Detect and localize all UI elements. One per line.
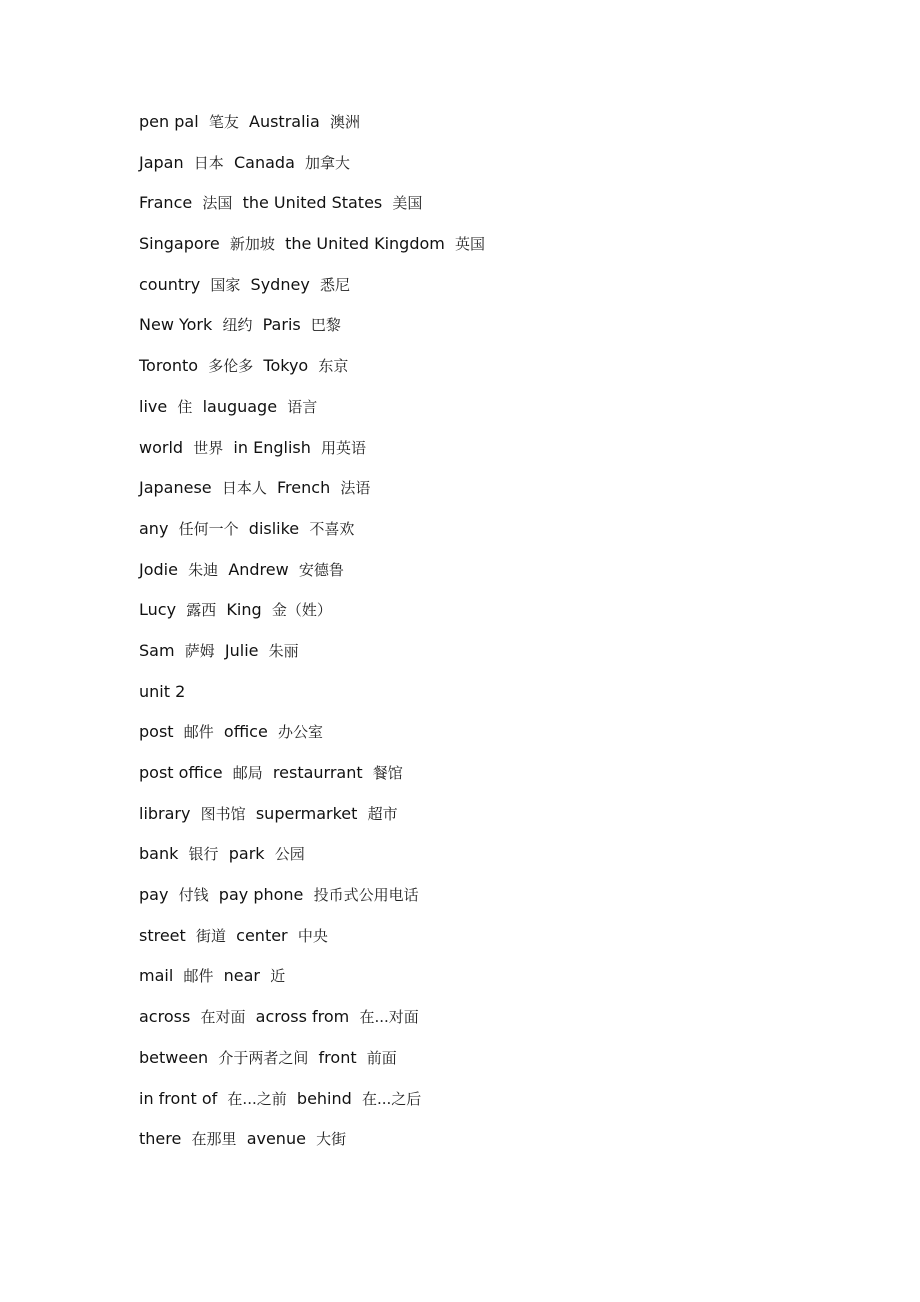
english-term: live	[139, 396, 168, 416]
chinese-meaning: 近	[270, 967, 286, 986]
english-term: in front of	[139, 1088, 218, 1108]
chinese-meaning: 朱丽	[268, 641, 299, 660]
vocabulary-line	[139, 188, 485, 229]
chinese-meaning: 超市	[367, 804, 398, 823]
chinese-meaning: 萨姆	[184, 641, 215, 660]
english-term: Sam	[139, 640, 175, 660]
english-term: supermarket	[255, 803, 358, 823]
english-term: Julie	[224, 640, 259, 660]
english-term: country	[139, 274, 201, 294]
chinese-meaning: 安德鲁	[298, 560, 344, 579]
english-term: Sydney	[250, 274, 310, 294]
chinese-meaning: 邮局	[232, 764, 263, 782]
chinese-meaning: 巴黎	[310, 316, 341, 335]
chinese-meaning: 大街	[316, 1130, 347, 1149]
chinese-meaning: 纽约	[222, 316, 253, 335]
english-term: park	[228, 844, 265, 864]
vocabulary-line	[139, 595, 485, 636]
vocabulary-line	[139, 717, 485, 758]
english-term: office	[223, 722, 268, 742]
english-term: restaurrant	[272, 763, 363, 782]
chinese-meaning: 公园	[274, 845, 305, 864]
english-term: post office	[139, 763, 223, 782]
vocabulary-line	[139, 392, 485, 433]
chinese-meaning: 在...之后	[361, 1089, 422, 1108]
vocabulary-line	[139, 1043, 485, 1084]
vocabulary-line	[139, 270, 485, 311]
chinese-meaning: 中央	[297, 926, 328, 945]
chinese-meaning: 在对面	[200, 1008, 246, 1027]
chinese-meaning: 在那里	[191, 1130, 237, 1149]
chinese-meaning: 图书馆	[200, 804, 246, 823]
english-term: the United Kingdom	[285, 234, 445, 254]
vocabulary-line	[139, 636, 485, 677]
chinese-meaning: 澳洲	[329, 113, 360, 131]
chinese-meaning: 付钱	[178, 886, 209, 905]
english-term: in English	[233, 437, 311, 457]
english-term: the United States	[242, 193, 383, 213]
english-term: street	[139, 925, 186, 945]
chinese-meaning: 法国	[202, 194, 233, 213]
chinese-meaning: 介于两者之间	[218, 1048, 309, 1067]
english-term: Japanese	[139, 478, 212, 498]
vocabulary-line	[139, 351, 485, 392]
vocabulary-line	[139, 921, 485, 962]
english-term: Lucy	[139, 600, 177, 620]
english-term: Paris	[262, 315, 301, 335]
chinese-meaning: 朱迪	[188, 560, 219, 579]
english-term: Australia	[249, 112, 320, 131]
english-term: Canada	[233, 152, 295, 172]
chinese-meaning: 笔友	[208, 113, 239, 131]
chinese-meaning: 日本人	[221, 479, 267, 498]
vocabulary-line	[139, 799, 485, 840]
vocabulary-list	[139, 107, 485, 1165]
chinese-meaning: 不喜欢	[309, 519, 355, 538]
vocabulary-line	[139, 880, 485, 921]
english-term: pay phone	[218, 885, 304, 905]
chinese-meaning: 英国	[455, 235, 486, 254]
vocabulary-line	[139, 839, 485, 880]
english-term: any	[139, 518, 169, 538]
chinese-meaning: 银行	[188, 845, 219, 864]
english-term: Andrew	[228, 559, 289, 579]
english-term: mail	[139, 966, 174, 986]
english-term: Tokyo	[263, 356, 309, 376]
english-term: behind	[296, 1088, 352, 1108]
vocabulary-line	[139, 229, 485, 270]
chinese-meaning: 餐馆	[372, 764, 403, 782]
english-term: France	[139, 193, 193, 213]
chinese-meaning: 前面	[366, 1048, 397, 1067]
english-term: New York	[139, 315, 213, 335]
english-term: King	[226, 600, 262, 620]
english-term: avenue	[246, 1129, 306, 1149]
english-term: front	[318, 1047, 357, 1067]
vocabulary-line	[139, 514, 485, 555]
vocabulary-line	[139, 555, 485, 596]
chinese-meaning: 金（姓）	[271, 601, 332, 620]
chinese-meaning: 加拿大	[305, 153, 351, 172]
chinese-meaning: 新加坡	[229, 235, 275, 254]
vocabulary-line	[139, 1124, 485, 1165]
english-term: unit 2	[139, 681, 186, 701]
english-term: center	[236, 925, 288, 945]
chinese-meaning: 多伦多	[208, 357, 254, 376]
vocabulary-line	[139, 1002, 485, 1043]
english-term: Singapore	[139, 234, 220, 254]
chinese-meaning: 办公室	[278, 723, 324, 742]
chinese-meaning: 在...之前	[227, 1089, 287, 1108]
chinese-meaning: 街道	[195, 926, 226, 945]
vocabulary-line	[139, 677, 485, 718]
english-term: Japan	[139, 152, 184, 172]
chinese-meaning: 东京	[318, 357, 349, 376]
english-term: world	[139, 437, 184, 457]
chinese-meaning: 日本	[193, 153, 224, 172]
english-term: between	[139, 1047, 209, 1067]
vocabulary-line	[139, 473, 485, 514]
chinese-meaning: 在...对面	[359, 1008, 419, 1027]
chinese-meaning: 世界	[193, 438, 224, 457]
english-term: across	[139, 1007, 191, 1027]
chinese-meaning: 邮件	[183, 967, 214, 986]
english-term: across from	[255, 1007, 350, 1027]
english-term: dislike	[248, 518, 300, 538]
english-term: near	[223, 966, 261, 986]
vocabulary-line	[139, 758, 485, 799]
english-term: there	[139, 1129, 182, 1149]
chinese-meaning: 用英语	[321, 438, 367, 457]
chinese-meaning: 语言	[287, 397, 318, 416]
english-term: Toronto	[139, 356, 199, 376]
vocabulary-line	[139, 433, 485, 474]
chinese-meaning: 投币式公用电话	[313, 886, 419, 905]
chinese-meaning: 国家	[210, 275, 241, 294]
vocabulary-line	[139, 1084, 485, 1125]
chinese-meaning: 邮件	[183, 723, 214, 742]
chinese-meaning: 住	[177, 397, 193, 416]
vocabulary-line	[139, 961, 485, 1002]
english-term: pen pal	[139, 112, 199, 131]
english-term: French	[277, 478, 331, 498]
chinese-meaning: 悉尼	[319, 275, 350, 294]
english-term: post	[139, 722, 174, 742]
english-term: pay	[139, 885, 169, 905]
vocabulary-line	[139, 310, 485, 351]
english-term: lauguage	[202, 396, 278, 416]
vocabulary-line	[139, 107, 485, 148]
english-term: Jodie	[139, 559, 178, 579]
chinese-meaning: 露西	[186, 601, 217, 620]
chinese-meaning: 任何一个	[178, 519, 239, 538]
chinese-meaning: 法语	[340, 479, 371, 498]
english-term: library	[139, 803, 191, 823]
english-term: bank	[139, 844, 179, 864]
vocabulary-line	[139, 148, 485, 189]
chinese-meaning: 美国	[392, 194, 423, 213]
